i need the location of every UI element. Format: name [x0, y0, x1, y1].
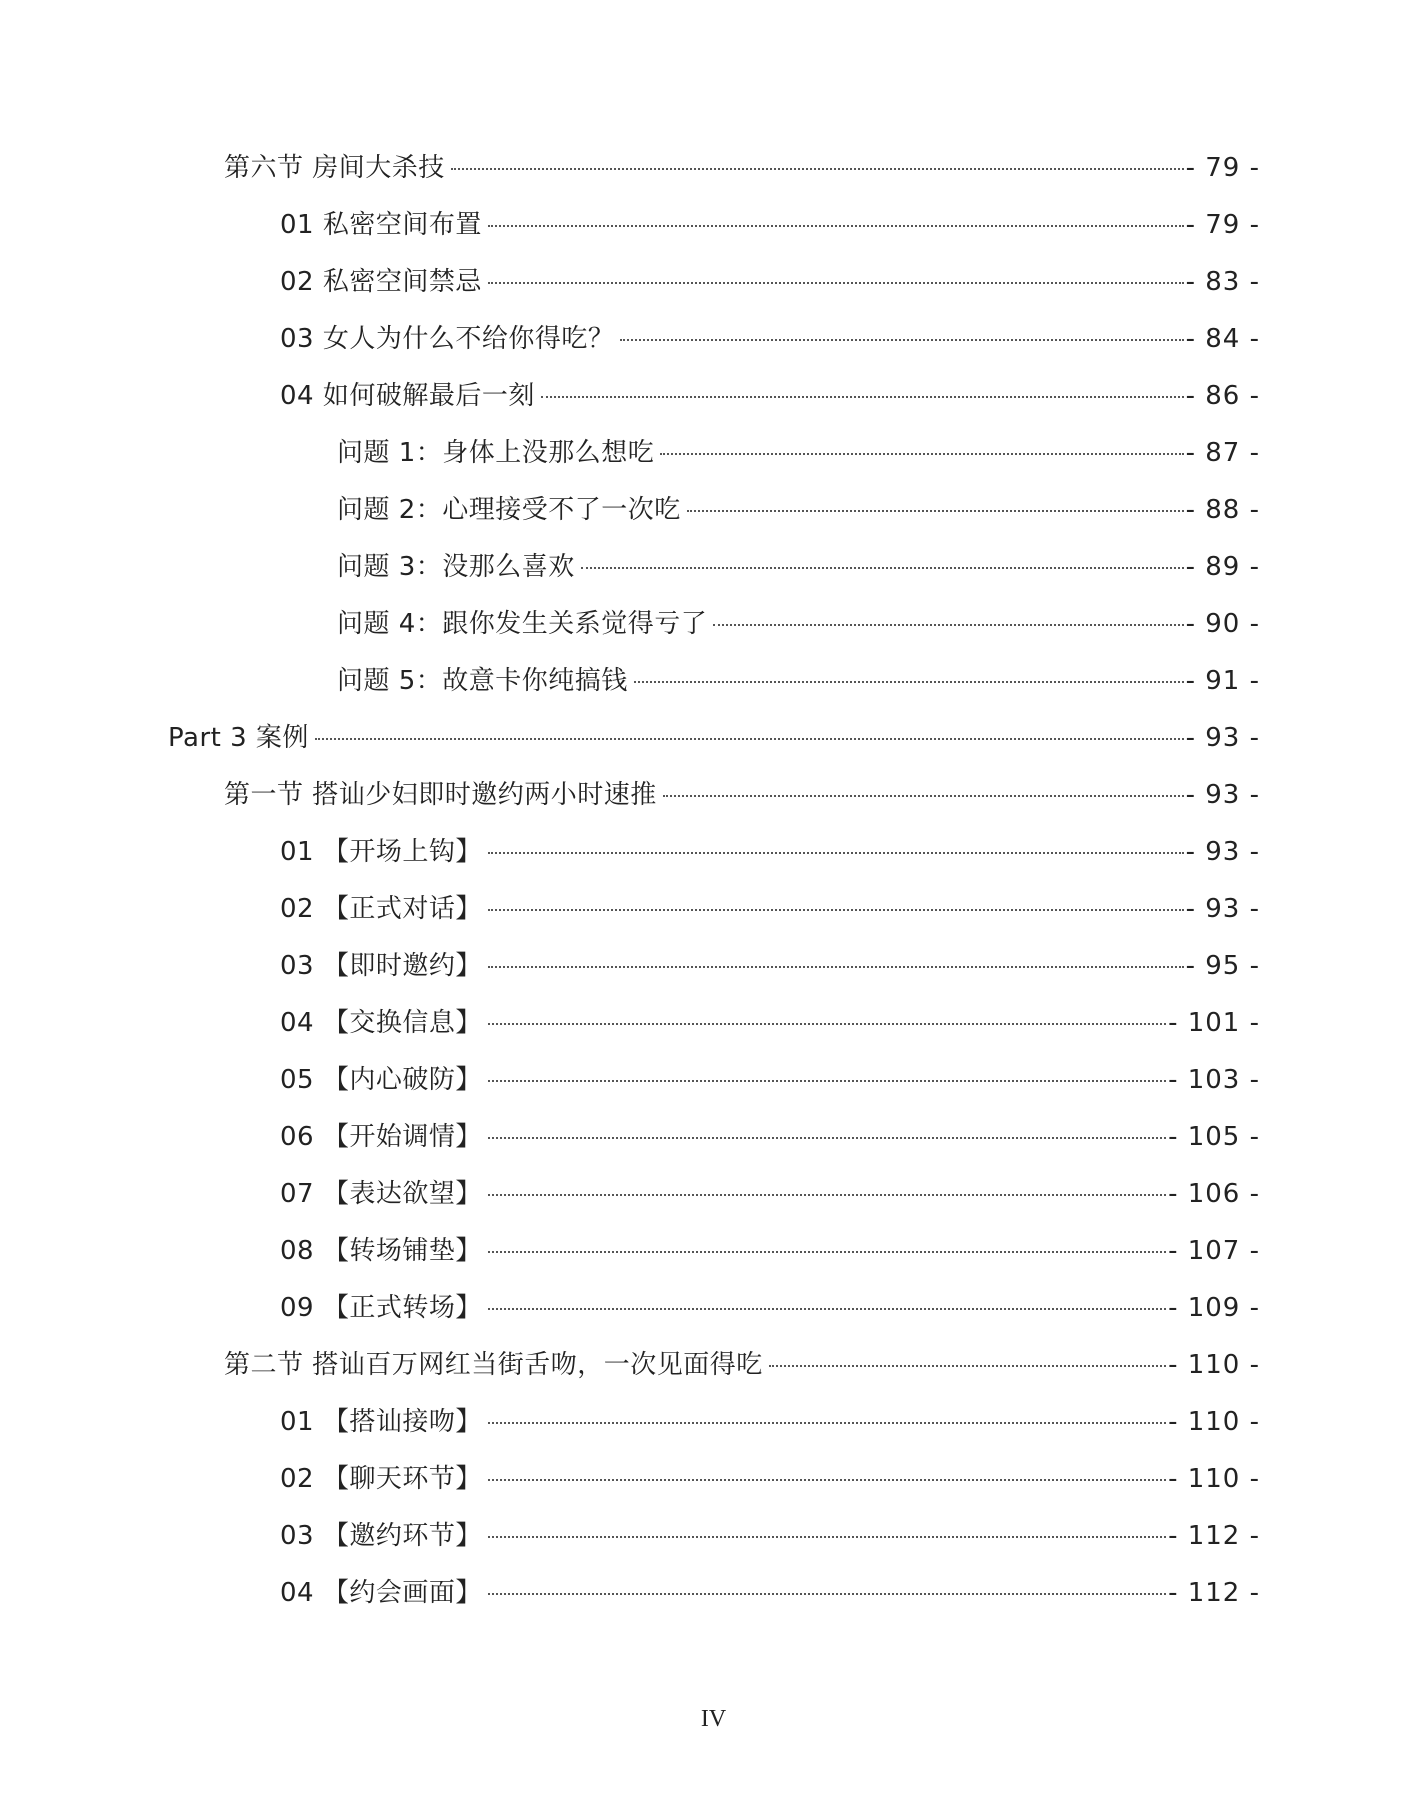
toc-entry-title: Part 3 案例 [168, 723, 309, 753]
toc-entry-page-number: - 106 - [1168, 1179, 1260, 1209]
toc-entry-title: 问题 4：跟你发生关系觉得亏了 [337, 609, 708, 639]
page-number: IV [700, 1706, 727, 1732]
toc-entry-title: 问题 3：没那么喜欢 [337, 552, 575, 582]
toc-entry-page-number: - 110 - [1168, 1464, 1260, 1494]
toc-dot-leader [488, 1080, 1166, 1082]
toc-dot-leader [488, 1194, 1166, 1196]
toc-dot-leader [488, 1137, 1166, 1139]
toc-dot-leader [488, 282, 1184, 284]
toc-entry[interactable] [337, 490, 1260, 530]
toc-entry[interactable] [280, 889, 1260, 929]
toc-entry[interactable] [280, 1003, 1260, 1043]
toc-entry-title: 01 私密空间布置 [280, 210, 482, 240]
toc-entry-title: 第一节 搭讪少妇即时邀约两小时速推 [224, 780, 657, 810]
toc-entry-title: 04 【交换信息】 [280, 1008, 482, 1038]
toc-dot-leader [488, 1422, 1166, 1424]
toc-dot-leader [488, 1593, 1166, 1595]
toc-dot-leader [634, 681, 1184, 683]
toc-dot-leader [687, 510, 1184, 512]
toc-dot-leader [488, 1308, 1166, 1310]
toc-entry-title: 03 【即时邀约】 [280, 951, 482, 981]
toc-entry-page-number: - 109 - [1168, 1293, 1260, 1323]
toc-dot-leader [713, 624, 1183, 626]
toc-entry-title: 02 【聊天环节】 [280, 1464, 482, 1494]
toc-entry[interactable] [224, 1345, 1260, 1385]
toc-dot-leader [315, 738, 1184, 740]
toc-dot-leader [488, 852, 1184, 854]
toc-entry-title: 第六节 房间大杀技 [224, 153, 445, 183]
toc-entry-page-number: - 79 - [1185, 153, 1260, 183]
toc-entry[interactable] [337, 433, 1260, 473]
toc-dot-leader [451, 168, 1184, 170]
toc-entry-page-number: - 105 - [1168, 1122, 1260, 1152]
toc-entry-page-number: - 107 - [1168, 1236, 1260, 1266]
toc-dot-leader [660, 453, 1183, 455]
toc-entry[interactable] [280, 262, 1260, 302]
toc-entry[interactable] [280, 319, 1260, 359]
toc-entry-title: 02 私密空间禁忌 [280, 267, 482, 297]
toc-entry-page-number: - 89 - [1185, 552, 1260, 582]
toc-entry-page-number: - 88 - [1185, 495, 1260, 525]
toc-entry-title: 09 【正式转场】 [280, 1293, 482, 1323]
toc-entry-page-number: - 110 - [1168, 1350, 1260, 1380]
toc-entry-page-number: - 84 - [1185, 324, 1260, 354]
toc-entry[interactable] [337, 604, 1260, 644]
toc-entry-page-number: - 95 - [1185, 951, 1260, 981]
toc-entry[interactable] [280, 1117, 1260, 1157]
toc-entry-title: 04 如何破解最后一刻 [280, 381, 535, 411]
toc-entry-title: 问题 1：身体上没那么想吃 [337, 438, 655, 468]
toc-entry-page-number: - 79 - [1185, 210, 1260, 240]
toc-dot-leader [488, 1536, 1166, 1538]
toc-entry[interactable] [280, 1060, 1260, 1100]
toc-entry-page-number: - 103 - [1168, 1065, 1260, 1095]
toc-dot-leader [488, 1479, 1166, 1481]
toc-entry[interactable] [280, 205, 1260, 245]
toc-dot-leader [769, 1365, 1166, 1367]
toc-entry[interactable] [280, 832, 1260, 872]
toc-entry[interactable] [280, 1459, 1260, 1499]
toc-entry-title: 01 【开场上钩】 [280, 837, 482, 867]
toc-entry[interactable] [280, 376, 1260, 416]
toc-entry-page-number: - 93 - [1185, 723, 1260, 753]
toc-entry[interactable] [280, 1402, 1260, 1442]
toc-entry-page-number: - 93 - [1185, 894, 1260, 924]
toc-entry-title: 01 【搭讪接吻】 [280, 1407, 482, 1437]
toc-entry-page-number: - 90 - [1185, 609, 1260, 639]
toc-entry-page-number: - 87 - [1185, 438, 1260, 468]
toc-entry-title: 02 【正式对话】 [280, 894, 482, 924]
toc-entry-page-number: - 112 - [1168, 1521, 1260, 1551]
toc-dot-leader [663, 795, 1184, 797]
toc-dot-leader [541, 396, 1184, 398]
toc-entry-page-number: - 110 - [1168, 1407, 1260, 1437]
toc-entry[interactable] [337, 547, 1260, 587]
toc-entry-page-number: - 83 - [1185, 267, 1260, 297]
toc-entry-page-number: - 112 - [1168, 1578, 1260, 1608]
toc-entry-title: 03 女人为什么不给你得吃？ [280, 324, 615, 354]
toc-entry-title: 问题 2：心理接受不了一次吃 [337, 495, 681, 525]
toc-entry[interactable] [224, 148, 1260, 188]
toc-entry-page-number: - 101 - [1168, 1008, 1260, 1038]
toc-entry-title: 05 【内心破防】 [280, 1065, 482, 1095]
toc-entry-title: 06 【开始调情】 [280, 1122, 482, 1152]
toc-dot-leader [620, 339, 1183, 341]
toc-entry[interactable] [168, 718, 1260, 758]
toc-entry-title: 问题 5：故意卡你纯搞钱 [337, 666, 628, 696]
toc-entry[interactable] [280, 1288, 1260, 1328]
toc-entry-title: 03 【邀约环节】 [280, 1521, 482, 1551]
toc-entry[interactable] [337, 661, 1260, 701]
toc-entry-title: 04 【约会画面】 [280, 1578, 482, 1608]
toc-entry-page-number: - 86 - [1185, 381, 1260, 411]
toc-entry[interactable] [280, 946, 1260, 986]
toc-dot-leader [488, 225, 1184, 227]
toc-entry-title: 第二节 搭讪百万网红当街舌吻，一次见面得吃 [224, 1350, 763, 1380]
toc-entry-page-number: - 91 - [1185, 666, 1260, 696]
toc-dot-leader [488, 966, 1184, 968]
toc-entry-page-number: - 93 - [1185, 780, 1260, 810]
toc-entry[interactable] [280, 1174, 1260, 1214]
toc-entry-page-number: - 93 - [1185, 837, 1260, 867]
toc-entry-title: 08 【转场铺垫】 [280, 1236, 482, 1266]
toc-entry[interactable] [280, 1231, 1260, 1271]
toc-dot-leader [488, 1251, 1166, 1253]
toc-entry[interactable] [224, 775, 1260, 815]
toc-dot-leader [581, 567, 1184, 569]
toc-entry-title: 07 【表达欲望】 [280, 1179, 482, 1209]
toc-dot-leader [488, 909, 1184, 911]
toc-entry[interactable] [280, 1516, 1260, 1556]
toc-dot-leader [488, 1023, 1166, 1025]
toc-entry[interactable] [280, 1573, 1260, 1613]
